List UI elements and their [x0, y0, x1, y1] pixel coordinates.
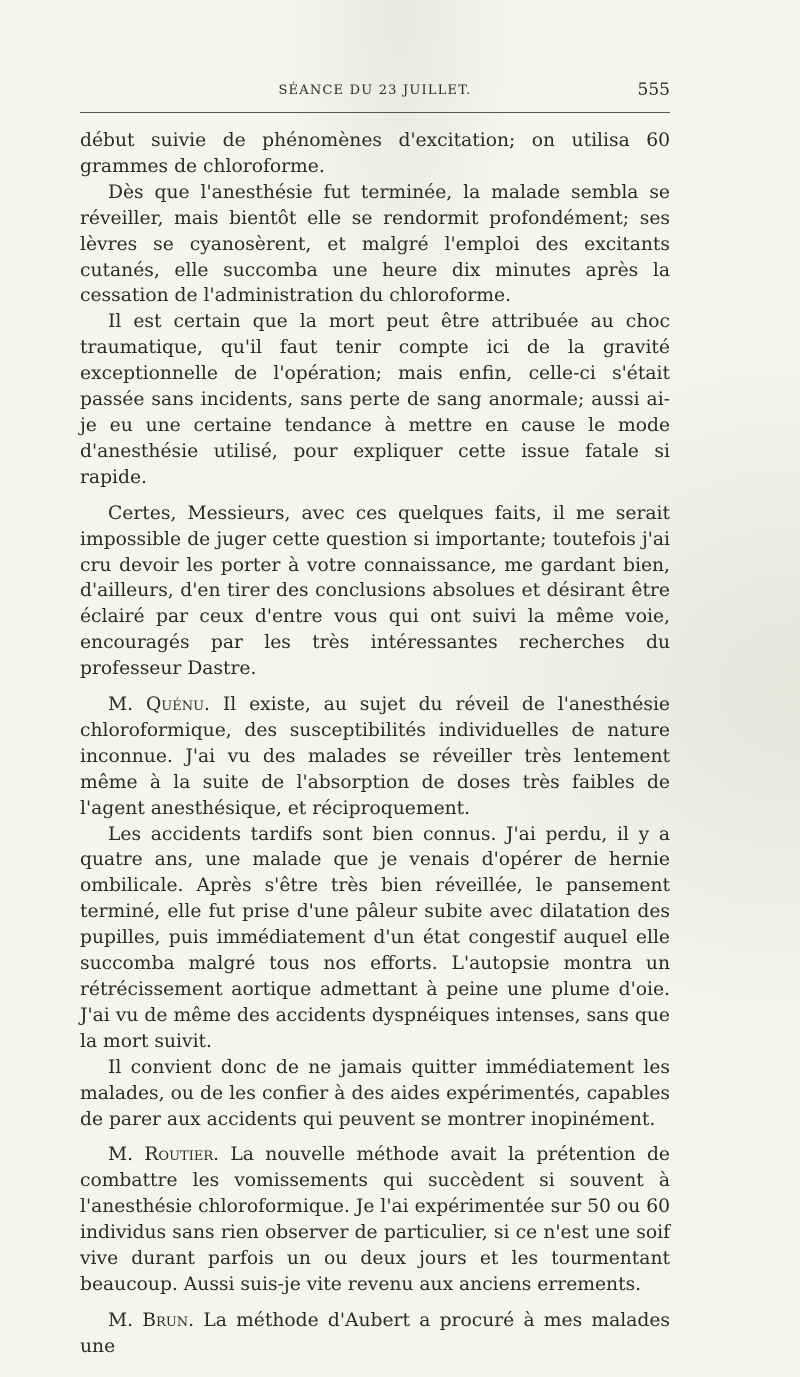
paragraph: Il convient donc de ne jamais quitter immédiatement les malades, ou de les confier à des aides expérimentés, capables de parer aux accidents qui peuvent se montrer inopinément.	[80, 1056, 670, 1130]
speaker-paragraph	[80, 1308, 670, 1360]
paragraph: Certes, Messieurs, avec ces quelques faits, il me serait impossible de juger cette question si importante; toutefois j'ai cru devoir les porter à votre connaissance, me gardant bien, d'ailleurs, d'en tirer des conclusions absolues et désirant être éclairé par ceux d'entre vous qui ont suivi la même voie, encouragés par les très intéressantes recherches du professeur Dastre.	[80, 502, 670, 680]
speaker-paragraph	[80, 692, 670, 822]
page-number: 555	[637, 80, 670, 100]
running-title: SÉANCE DU 23 JUILLET.	[278, 83, 472, 98]
speaker-name: M. Routier.	[108, 1144, 220, 1166]
paragraph-continuation: début suivie de phénomènes d'excitation; on utilisa 60 grammes de chloroforme.	[80, 130, 670, 177]
speaker-text: La nouvelle méthode avait la prétention de combattre les vomissements qui succèdent si souvent à l'anesthésie chloroformique. Je l'ai expérimentée sur 50 ou 60 individus sans rien observer de particulier, si ce n'est une soif vive durant parfois un ou deux jours et les tourmentant beaucoup. Aussi suis-je vite revenu aux anciens errements.	[80, 1144, 670, 1295]
speaker-paragraph	[80, 1142, 670, 1297]
speaker-text: Il existe, au sujet du réveil de l'anesthésie chloroformique, des susceptibilités individuelles de nature inconnue. J'ai vu des malades se réveiller très lentement même à la suite de l'absorption de doses très faibles de l'agent anesthésique, et réciproquement.	[80, 694, 670, 819]
running-head	[80, 80, 670, 102]
paragraph: Il est certain que la mort peut être attribuée au choc traumatique, qu'il faut tenir compte ici de la gravité exceptionnelle de l'opération; mais enfin, celle-ci s'était passée sans incidents, sans perte de sang anormale; aussi ai-je eu une certaine tendance à mettre en cause le mode d'anesthésie utilisé, pour expliquer cette issue fatale si rapide.	[80, 311, 670, 488]
header-rule	[80, 112, 670, 113]
speaker-name: M. Brun.	[108, 1309, 195, 1331]
paragraph: Dès que l'anesthésie fut terminée, la malade sembla se réveiller, mais bientôt elle se rendormit profondément; ses lèvres se cyanosèrent, et malgré l'emploi des excitants cutanés, elle succomba une heure dix minutes après la cessation de l'administration du chloroforme.	[80, 181, 670, 307]
body-text	[80, 128, 670, 1360]
speaker-name: M. Quénu.	[108, 694, 210, 716]
speaker-text: La méthode d'Aubert a procuré à mes malades une	[80, 1309, 670, 1357]
paragraph: Les accidents tardifs sont bien connus. J'ai perdu, il y a quatre ans, une malade que je venais d'opérer de hernie ombilicale. Après s'être très bien réveillée, le pansement terminé, elle fut prise d'une pâleur subite avec dilatation des pupilles, puis immédiatement d'un état congestif auquel elle succomba malgré tous nos efforts. L'autopsie montra un rétrécissement aortique admettant à peine une plume d'oie. J'ai vu de même des accidents dyspnéiques intenses, sans que la mort suivit.	[80, 823, 670, 1052]
